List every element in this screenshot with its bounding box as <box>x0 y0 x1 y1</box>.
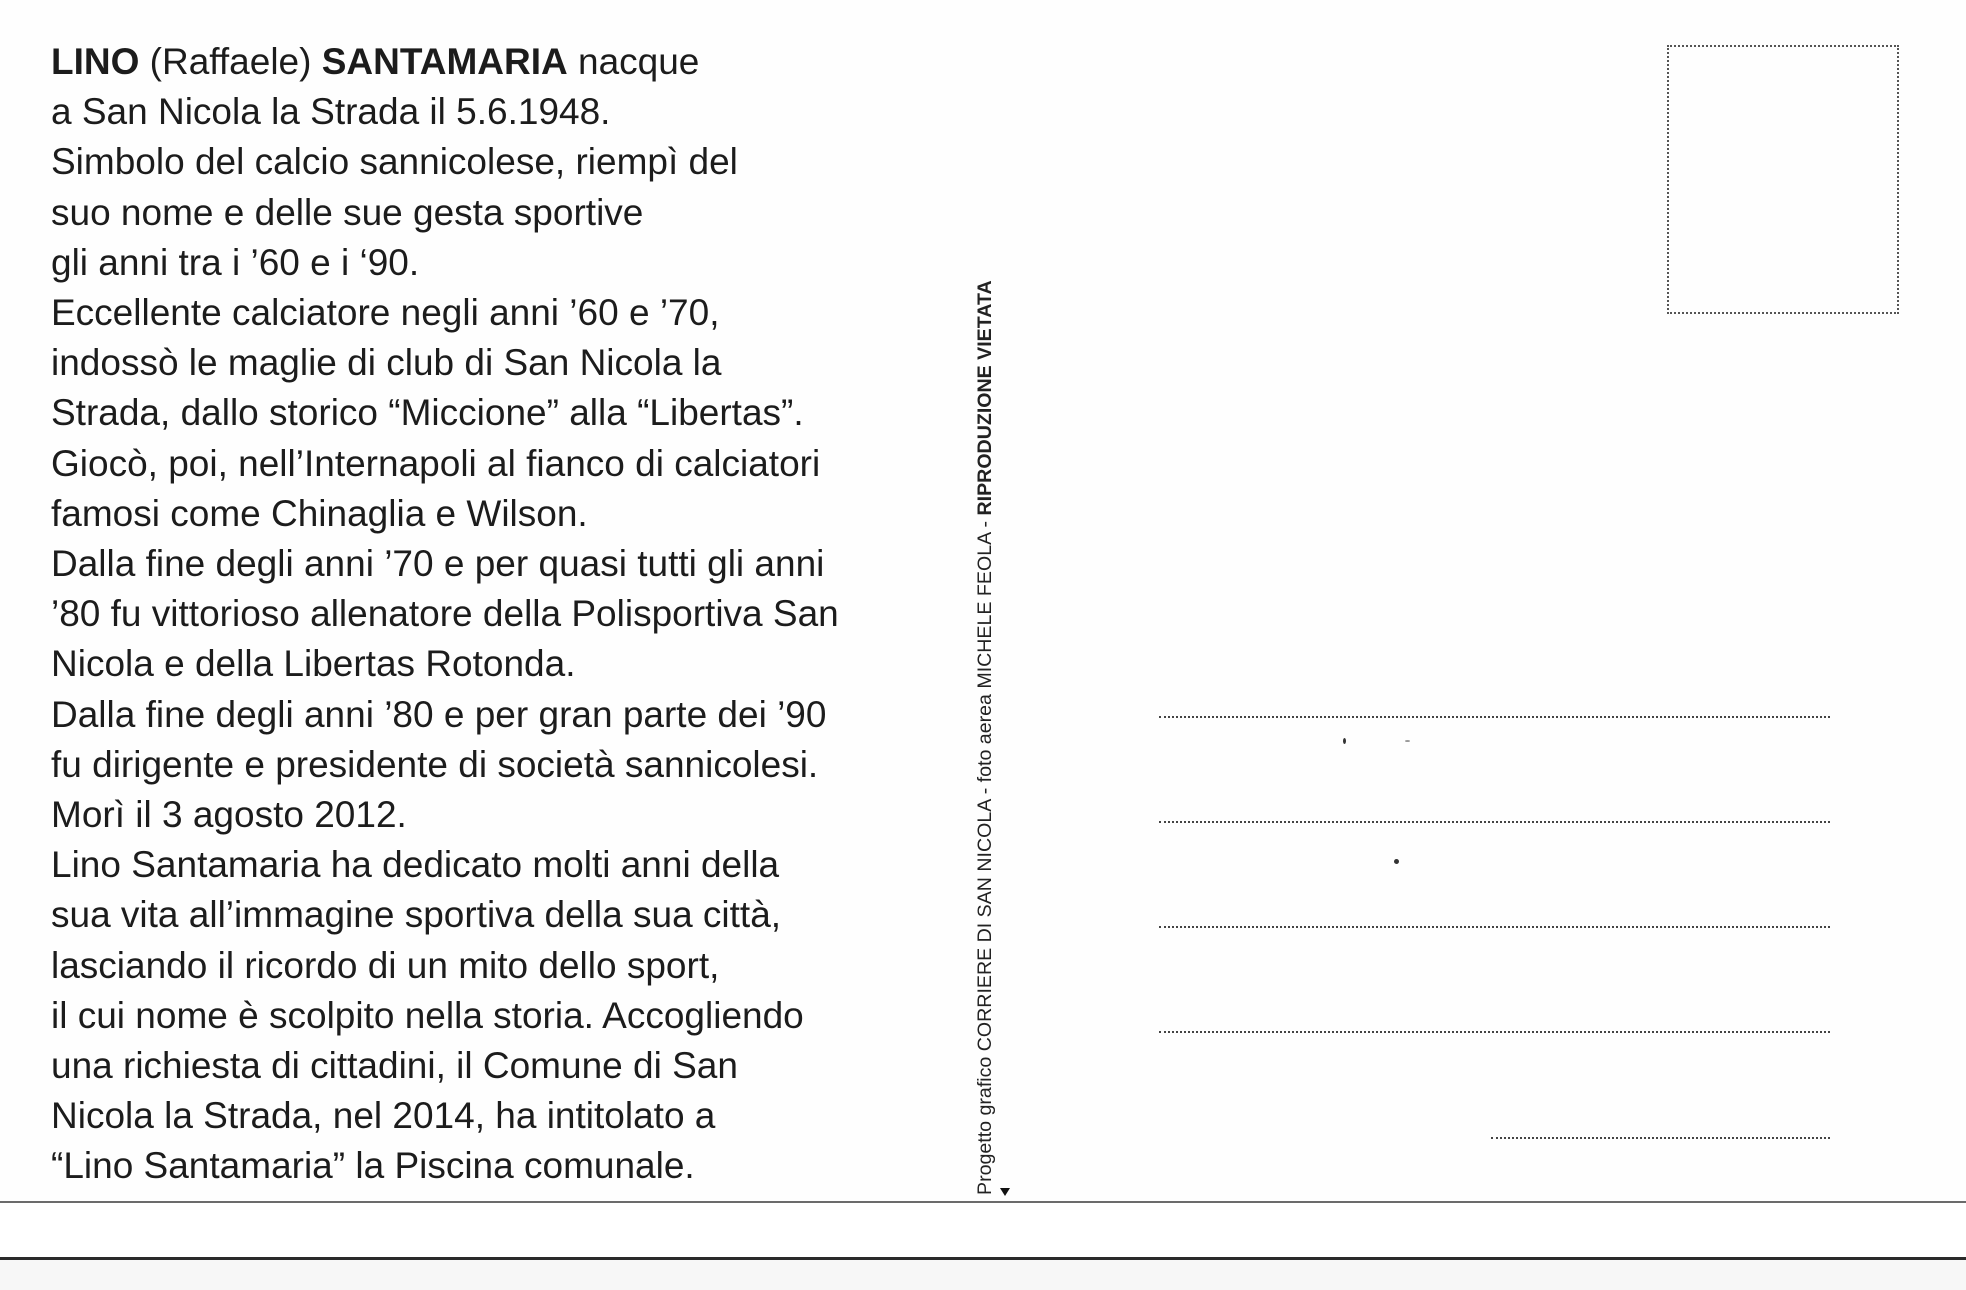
bio-line: Giocò, poi, nell’Internapoli al fianco di calciatori <box>51 442 821 484</box>
bio-line: a San Nicola la Strada il 5.6.1948. <box>51 91 611 133</box>
bio-line: “Lino Santamaria” la Piscina comunale. <box>51 1145 695 1187</box>
bio-line: Morì il 3 agosto 2012. <box>51 794 407 836</box>
bio-line: gli anni tra i ’60 e i ‘90. <box>51 241 420 283</box>
bio-line: Dalla fine degli anni ’80 e per gran parte dei ’90 <box>51 693 827 735</box>
bio-line: una richiesta di cittadini, il Comune di San <box>51 1045 738 1087</box>
credit-text: Progetto grafico CORRIERE DI SAN NICOLA - foto aerea MICHELE FEOLA - <box>974 515 996 1195</box>
bio-line: sua vita all’immagine sportiva della sua città, <box>51 894 782 936</box>
dust-speck <box>1405 740 1410 742</box>
bio-line: ’80 fu vittorioso allenatore della Polisportiva San <box>51 593 839 635</box>
scan-background <box>0 1260 1966 1290</box>
bio-first-line <box>51 41 699 82</box>
bio-line: Strada, dallo storico “Miccione” alla “Libertas”. <box>51 392 804 434</box>
bio-line: Nicola la Strada, nel 2014, ha intitolato a <box>51 1095 716 1137</box>
address-line <box>1159 1031 1830 1033</box>
bio-line: Eccellente calciatore negli anni ’60 e ’70, <box>51 292 720 334</box>
biography-text <box>51 37 951 1192</box>
scan-margin <box>0 1203 1966 1258</box>
address-line <box>1159 716 1830 718</box>
bio-line: Lino Santamaria ha dedicato molti anni della <box>51 844 780 886</box>
bio-line: indossò le maglie di club di San Nicola la <box>51 342 722 384</box>
bio-line: suo nome e delle sue gesta sportive <box>51 191 644 233</box>
bio-line: fu dirigente e presidente di società sannicolesi. <box>51 743 819 785</box>
bio-text-after-name: nacque <box>578 41 700 82</box>
bio-name-first: LINO <box>51 41 140 82</box>
bio-name-paren: (Raffaele) <box>149 41 312 82</box>
dust-speck <box>1343 738 1346 744</box>
credit-reproduction-notice: RIPRODUZIONE VIETATA <box>974 280 996 516</box>
address-line-short <box>1491 1137 1830 1139</box>
print-mark-icon <box>1000 1188 1010 1196</box>
bio-name-last: SANTAMARIA <box>321 41 568 82</box>
bio-line: famosi come Chinaglia e Wilson. <box>51 492 588 534</box>
stamp-box <box>1667 45 1899 314</box>
bio-line: Simbolo del calcio sannicolese, riempì del <box>51 141 738 183</box>
bio-line: il cui nome è scolpito nella storia. Accogliendo <box>51 994 804 1036</box>
bio-line: Nicola e della Libertas Rotonda. <box>51 643 576 685</box>
vertical-credit-line <box>973 280 997 1195</box>
address-line <box>1159 926 1830 928</box>
dust-speck <box>1394 859 1399 864</box>
bio-line: lasciando il ricordo di un mito dello sport, <box>51 944 720 986</box>
bio-line: Dalla fine degli anni ’70 e per quasi tutti gli anni <box>51 543 825 585</box>
address-line <box>1159 821 1830 823</box>
